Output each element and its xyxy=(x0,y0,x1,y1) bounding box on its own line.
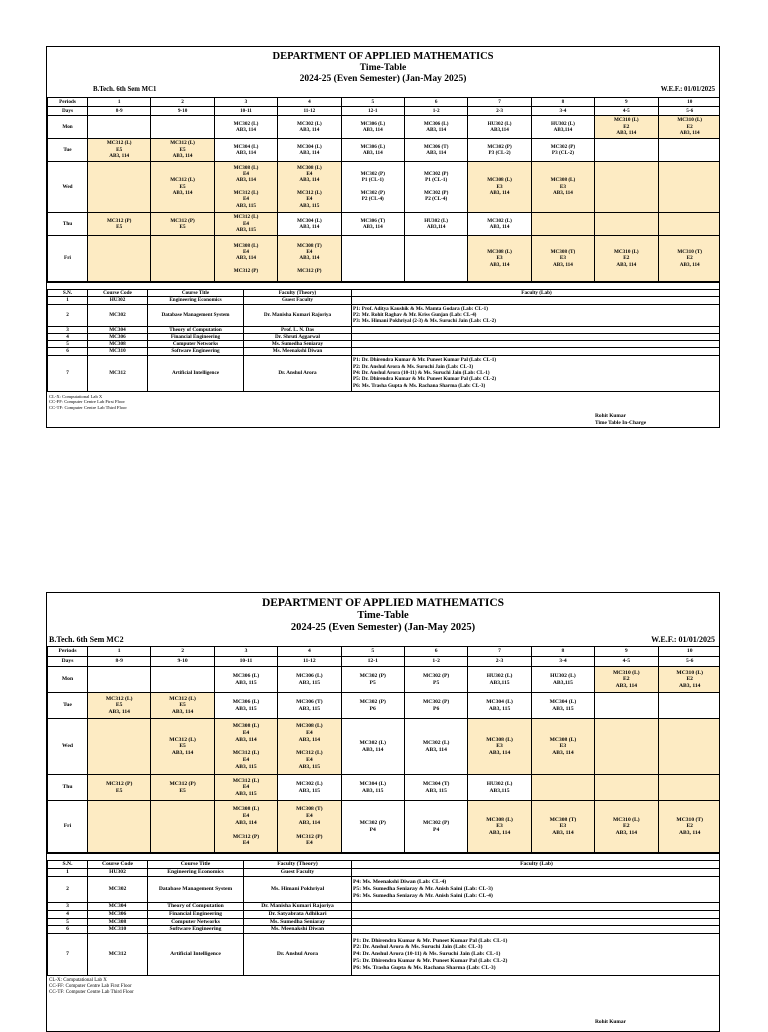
course-code: MC312 xyxy=(88,355,148,391)
period-number: 3 xyxy=(214,97,277,106)
period-number: 2 xyxy=(151,97,214,106)
period-time: 10-11 xyxy=(214,657,277,667)
schedule-cell: MC308 (L) E4 AB3, 114 MC312 (L) E4 AB3, 115 xyxy=(214,161,277,212)
schedule-cell: MC308 (T) E4 AB3, 114 MC312 (P) E4 xyxy=(278,801,341,853)
course-title: Theory of Computation xyxy=(148,902,244,910)
signatory-name: Rohit Kumar xyxy=(595,413,626,419)
timetable-mc2 xyxy=(46,592,720,1032)
faculty-theory: Dr. Manisha Kumari Rajoriya xyxy=(244,902,352,910)
schedule-cell xyxy=(595,719,658,775)
wef-date: W.E.F.: 01/01/2025 xyxy=(651,635,715,645)
course-row xyxy=(48,341,721,348)
course-code: MC308 xyxy=(88,341,148,348)
faculty-theory: Guest Faculty xyxy=(244,869,352,877)
faculty-lab xyxy=(352,348,721,355)
schedule-cell: MC312 (L) E5 AB3, 114 xyxy=(151,138,214,161)
schedule-cell xyxy=(151,115,214,138)
course-sn: 1 xyxy=(48,869,88,877)
period-number: 2 xyxy=(151,647,214,657)
period-number: 3 xyxy=(214,647,277,657)
course-code: MC310 xyxy=(88,348,148,355)
course-header: Faculty (Theory) xyxy=(244,861,352,869)
schedule-cell: MC302 (P) P6 xyxy=(404,693,467,719)
schedule-cell xyxy=(595,161,658,212)
period-time: 5-6 xyxy=(658,657,720,667)
day-label: Tue xyxy=(48,693,88,719)
timetable-title: Time-Table xyxy=(357,610,409,622)
course-header: Course Code xyxy=(88,289,148,296)
schedule-cell xyxy=(151,235,214,281)
course-sn: 1 xyxy=(48,297,88,304)
schedule-cell: MC302 (L) AB3, 114 xyxy=(468,212,531,235)
schedule-cell: HU302 (L) AB3,115 xyxy=(531,667,594,693)
period-number: 7 xyxy=(468,97,531,106)
schedule-cell: MC302 (P) P5 xyxy=(341,667,404,693)
faculty-theory: Ms. Meenakshi Diwan xyxy=(244,348,352,355)
signature-block xyxy=(595,413,646,427)
batch-row xyxy=(47,85,719,97)
course-sn: 4 xyxy=(48,333,88,340)
faculty-lab xyxy=(352,297,721,304)
faculty-lab xyxy=(352,326,721,333)
course-header: Faculty (Lab) xyxy=(352,861,721,869)
course-sn: 3 xyxy=(48,902,88,910)
course-title: Financial Engineering xyxy=(148,333,244,340)
schedule-cell: MC302 (P) P4 xyxy=(341,801,404,853)
schedule-cell: MC310 (L) E2 AB3, 114 xyxy=(658,115,720,138)
schedule-cell: MC312 (P) E5 xyxy=(88,775,151,801)
course-title: Computer Networks xyxy=(148,341,244,348)
timetable-title: Time-Table xyxy=(359,63,407,74)
faculty-theory: Dr. Manisha Kumari Rajoriya xyxy=(244,304,352,326)
schedule-cell: MC308 (T) E3 AB3, 114 xyxy=(531,801,594,853)
faculty-theory: Ms. Himani Pokhriyal xyxy=(244,876,352,902)
course-header: Course Title xyxy=(148,861,244,869)
course-row xyxy=(48,902,721,910)
schedule-cell: MC302 (L) AB3, 114 xyxy=(341,719,404,775)
period-time: 2-3 xyxy=(468,657,531,667)
schedule-cell: MC312 (P) E5 xyxy=(88,212,151,235)
faculty-theory: Guest Faculty xyxy=(244,297,352,304)
day-row xyxy=(48,161,721,212)
batch-label: B.Tech. 6th Sem MC2 xyxy=(49,635,124,645)
course-sn: 6 xyxy=(48,926,88,934)
schedule-cell: MC302 (L) AB3, 114 xyxy=(278,115,341,138)
schedule-cell xyxy=(151,667,214,693)
schedule-cell: MC312 (L) E5 AB3, 114 xyxy=(151,719,214,775)
course-row xyxy=(48,333,721,340)
header xyxy=(47,597,719,634)
course-header-row xyxy=(48,861,721,869)
course-sn: 3 xyxy=(48,326,88,333)
schedule-cell: MC310 (L) E2 AB3, 114 xyxy=(595,667,658,693)
footnote: CC-TF: Computer Centre Lab Third Floor xyxy=(49,990,134,996)
course-code: MC304 xyxy=(88,326,148,333)
schedule-cell: MC304 (L) AB3, 114 xyxy=(278,138,341,161)
footnote: CC-FF: Computer Centre Lab First Floor xyxy=(49,399,125,405)
faculty-lab xyxy=(352,902,721,910)
days-label: Days xyxy=(48,106,88,115)
period-number: 4 xyxy=(278,97,341,106)
schedule-cell: MC308 (L) E3 AB3, 114 xyxy=(468,719,531,775)
signatory-role: Time Table In-Charge xyxy=(595,420,647,426)
course-sn: 2 xyxy=(48,876,88,902)
schedule-cell: MC312 (L) E5 AB3, 114 xyxy=(88,693,151,719)
course-title: Artificial Intelligence xyxy=(148,934,244,976)
schedule-cell xyxy=(658,693,720,719)
day-label: Tue xyxy=(48,138,88,161)
schedule-cell: MC306 (L) AB3, 115 xyxy=(278,667,341,693)
footnotes xyxy=(47,978,719,996)
course-row xyxy=(48,910,721,918)
day-label: Wed xyxy=(48,161,88,212)
course-title: Database Management System xyxy=(148,876,244,902)
faculty-lab xyxy=(352,910,721,918)
schedule-cell xyxy=(595,775,658,801)
faculty-theory: Ms. Meenakshi Diwan xyxy=(244,926,352,934)
period-number: 6 xyxy=(404,97,467,106)
period-time: 1-2 xyxy=(404,106,467,115)
schedule-cell: MC312 (L) E5 AB3, 114 xyxy=(88,138,151,161)
schedule-cell: MC306 (L) AB3, 115 xyxy=(214,667,277,693)
schedule-cell: MC310 (L) E2 AB3, 114 xyxy=(595,801,658,853)
schedule-cell: MC306 (L) AB3, 115 xyxy=(214,693,277,719)
schedule-cell xyxy=(658,719,720,775)
period-number: 8 xyxy=(531,97,594,106)
schedule-cell xyxy=(531,775,594,801)
schedule-cell: HU302 (L) AB3,115 xyxy=(468,667,531,693)
schedule-cell: MC302 (L) AB3, 114 xyxy=(214,115,277,138)
schedule-cell: MC310 (L) E2 AB3, 114 xyxy=(658,667,720,693)
schedule-cell: MC304 (L) AB3, 115 xyxy=(341,775,404,801)
faculty-theory: Dr. Shruti Aggarwal xyxy=(244,333,352,340)
schedule-cell: MC306 (L) AB3, 114 xyxy=(341,138,404,161)
course-sn: 6 xyxy=(48,348,88,355)
schedule-cell xyxy=(341,235,404,281)
day-label: Fri xyxy=(48,235,88,281)
faculty-theory: Ms. Sumedha Seniaray xyxy=(244,918,352,926)
day-row xyxy=(48,235,721,281)
times-row xyxy=(48,657,721,667)
divider xyxy=(47,853,719,860)
schedule-cell xyxy=(595,212,658,235)
schedule-cell: MC310 (L) E2 AB3, 114 xyxy=(595,115,658,138)
period-time: 12-1 xyxy=(341,106,404,115)
course-header: S.N. xyxy=(48,861,88,869)
course-code: HU302 xyxy=(88,297,148,304)
schedule-cell: MC302 (P) P3 (CL-2) xyxy=(468,138,531,161)
schedule-cell: HU302 (L) AB3,114 xyxy=(468,115,531,138)
course-title: Theory of Computation xyxy=(148,326,244,333)
schedule-cell: MC306 (L) AB3, 114 xyxy=(341,115,404,138)
period-number: 1 xyxy=(88,97,151,106)
periods-label: Periods xyxy=(48,97,88,106)
course-header: Course Title xyxy=(148,289,244,296)
day-label: Wed xyxy=(48,719,88,775)
course-title: Financial Engineering xyxy=(148,910,244,918)
faculty-lab xyxy=(352,918,721,926)
period-number: 5 xyxy=(341,97,404,106)
course-code: MC312 xyxy=(88,934,148,976)
schedule-cell: MC302 (L) AB3, 115 xyxy=(278,775,341,801)
course-table xyxy=(47,860,720,976)
schedule-cell: MC310 (T) E2 AB3, 114 xyxy=(658,235,720,281)
faculty-theory: Dr. Anshul Arora xyxy=(244,934,352,976)
schedule-cell: MC310 (L) E2 AB3, 114 xyxy=(595,235,658,281)
schedule-cell: MC312 (L) E4 AB3, 115 xyxy=(214,212,277,235)
period-time: 12-1 xyxy=(341,657,404,667)
schedule-cell: HU302 (L) AB3,115 xyxy=(468,775,531,801)
department-title: DEPARTMENT OF APPLIED MATHEMATICS xyxy=(272,51,494,62)
schedule-cell: MC312 (P) E5 xyxy=(151,775,214,801)
course-sn: 7 xyxy=(48,934,88,976)
schedule-cell: MC304 (T) AB3, 115 xyxy=(404,775,467,801)
course-row xyxy=(48,934,721,976)
schedule-cell xyxy=(595,138,658,161)
day-label: Thu xyxy=(48,212,88,235)
schedule-cell: MC306 (T) AB3, 114 xyxy=(404,138,467,161)
course-row xyxy=(48,876,721,902)
schedule-cell xyxy=(88,667,151,693)
schedule-cell: MC312 (L) E5 AB3, 114 xyxy=(151,693,214,719)
period-time: 5-6 xyxy=(658,106,720,115)
schedule-cell: MC302 (P) P4 xyxy=(404,801,467,853)
period-number: 1 xyxy=(88,647,151,657)
footnotes xyxy=(47,394,719,411)
day-label: Fri xyxy=(48,801,88,853)
day-row xyxy=(48,719,721,775)
faculty-lab xyxy=(352,869,721,877)
periods-row xyxy=(48,647,721,657)
period-number: 6 xyxy=(404,647,467,657)
course-title: Computer Networks xyxy=(148,918,244,926)
course-header: Faculty (Theory) xyxy=(244,289,352,296)
period-number: 8 xyxy=(531,647,594,657)
course-title: Software Engineering xyxy=(148,348,244,355)
faculty-theory: Dr. Satyabrata Adhikari xyxy=(244,910,352,918)
department-title: DEPARTMENT OF APPLIED MATHEMATICS xyxy=(261,597,505,609)
schedule-cell xyxy=(151,801,214,853)
day-row xyxy=(48,138,721,161)
course-header: S.N. xyxy=(48,289,88,296)
course-title: Database Management System xyxy=(148,304,244,326)
schedule-cell: HU302 (L) AB3,114 xyxy=(531,115,594,138)
faculty-theory: Ms. Sumedha Seniaray xyxy=(244,341,352,348)
course-code: MC302 xyxy=(88,876,148,902)
schedule-cell: MC308 (T) E3 AB3, 114 xyxy=(531,235,594,281)
schedule-cell: MC302 (P) P1 (CL-1) MC302 (P) P2 (CL-4) xyxy=(341,161,404,212)
course-row xyxy=(48,918,721,926)
schedule-cell: MC302 (P) P6 xyxy=(341,693,404,719)
course-row xyxy=(48,348,721,355)
period-time: 3-4 xyxy=(531,106,594,115)
schedule-cell: MC312 (L) E4 AB3, 115 xyxy=(214,775,277,801)
periods-row xyxy=(48,97,721,106)
day-label: Mon xyxy=(48,115,88,138)
schedule-cell: MC308 (L) E3 AB3, 114 xyxy=(468,161,531,212)
period-number: 10 xyxy=(658,647,720,657)
schedule-cell: MC304 (L) AB3, 114 xyxy=(278,212,341,235)
batch-label: B.Tech. 6th Sem MC1 xyxy=(93,85,157,93)
footnote: CC-TF: Computer Centre Lab Third Floor xyxy=(49,405,127,411)
schedule-cell: MC308 (T) E4 AB3, 114 MC312 (P) xyxy=(278,235,341,281)
course-sn: 5 xyxy=(48,341,88,348)
schedule-cell: MC308 (L) E4 AB3, 114 MC312 (L) E4 AB3, 115 xyxy=(278,161,341,212)
schedule-cell xyxy=(531,212,594,235)
schedule-cell xyxy=(88,801,151,853)
period-time: 11-12 xyxy=(278,657,341,667)
faculty-lab xyxy=(352,341,721,348)
signature-block xyxy=(595,1019,626,1026)
period-time: 11-12 xyxy=(278,106,341,115)
course-header: Faculty (Lab) xyxy=(352,289,721,296)
schedule-cell: MC308 (L) E3 AB3, 114 xyxy=(468,235,531,281)
course-code: MC302 xyxy=(88,304,148,326)
schedule-cell: MC306 (T) AB3, 114 xyxy=(341,212,404,235)
day-row xyxy=(48,693,721,719)
faculty-lab: P1: Dr. Dhirendra Kumar & Mr. Puneet Kumar Pal (Lab: CL-1) P2: Dr. Anshul Arora & Ms. Suruchi Jain (Lab: CL-3) P4: Dr. Anshul Arora (10-11) & Ms. Suruchi Jain (Lab: CL-1) P5: Dr. Dhirendra Kumar & Mr. Puneet Kumar Pal (Lab: CL-2) P6: Ms. Trasha Gupta & Ms. Rachana Sharma (Lab: CL-3) xyxy=(352,934,721,976)
period-time: 4-5 xyxy=(595,657,658,667)
day-row xyxy=(48,667,721,693)
header xyxy=(47,51,719,85)
periods-label: Periods xyxy=(48,647,88,657)
divider xyxy=(47,282,719,289)
schedule-cell: MC302 (L) AB3, 114 xyxy=(404,719,467,775)
period-number: 5 xyxy=(341,647,404,657)
schedule-cell: MC308 (L) E4 AB3, 114 MC312 (P) xyxy=(214,235,277,281)
schedule-cell: MC312 (L) E5 AB3, 114 xyxy=(151,161,214,212)
schedule-grid xyxy=(47,646,720,853)
faculty-theory: Prof. L. N. Das xyxy=(244,326,352,333)
schedule-grid xyxy=(47,97,720,282)
period-number: 9 xyxy=(595,647,658,657)
day-row xyxy=(48,801,721,853)
schedule-cell: MC302 (P) P3 (CL-2) xyxy=(531,138,594,161)
day-label: Mon xyxy=(48,667,88,693)
schedule-cell xyxy=(88,115,151,138)
course-title: Engineering Economics xyxy=(148,869,244,877)
course-title: Software Engineering xyxy=(148,926,244,934)
period-time: 4-5 xyxy=(595,106,658,115)
schedule-cell xyxy=(88,161,151,212)
course-code: MC306 xyxy=(88,910,148,918)
signatory-name: Rohit Kumar xyxy=(595,1019,626,1025)
period-number: 7 xyxy=(468,647,531,657)
period-number: 9 xyxy=(595,97,658,106)
schedule-cell: HU302 (L) AB3,114 xyxy=(404,212,467,235)
day-label: Thu xyxy=(48,775,88,801)
period-number: 4 xyxy=(278,647,341,657)
faculty-lab: P1: Prof. Aditya Kaushik & Ms. Mamta Godara (Lab: CL-1) P2: Mr. Rohit Raghav & Mr. Kriss Gunjan (Lab: CL-4) P3: Ms. Himani Pokhriyal (2-3) & Ms. Suruchi Jain (Lab: CL-2) xyxy=(352,304,721,326)
footnote: CL-X: Computational Lab X xyxy=(49,393,103,399)
course-row xyxy=(48,304,721,326)
course-code: MC308 xyxy=(88,918,148,926)
semester-label: 2024-25 (Even Semester) (Jan-May 2025) xyxy=(290,622,476,634)
period-time: 10-11 xyxy=(214,106,277,115)
course-sn: 5 xyxy=(48,918,88,926)
schedule-cell: MC308 (L) E4 AB3, 114 MC312 (P) E4 xyxy=(214,801,277,853)
course-header: Course Code xyxy=(88,861,148,869)
course-table xyxy=(47,289,720,392)
course-title: Engineering Economics xyxy=(148,297,244,304)
schedule-cell: MC308 (L) E4 AB3, 114 MC312 (L) E4 AB3, 115 xyxy=(214,719,277,775)
schedule-cell xyxy=(595,693,658,719)
footnote: CL-X: Computational Lab X xyxy=(49,978,107,984)
schedule-cell: MC310 (T) E2 AB3, 114 xyxy=(658,801,720,853)
course-row xyxy=(48,297,721,304)
times-row xyxy=(48,106,721,115)
schedule-cell xyxy=(658,775,720,801)
schedule-cell xyxy=(658,212,720,235)
schedule-cell: MC308 (L) E3 AB3, 114 xyxy=(531,719,594,775)
period-time: 9-10 xyxy=(151,657,214,667)
course-row xyxy=(48,869,721,877)
schedule-cell: MC308 (L) E3 AB3, 114 xyxy=(531,161,594,212)
course-row xyxy=(48,926,721,934)
wef-date: W.E.F.: 01/01/2025 xyxy=(660,85,715,93)
faculty-lab: P1: Dr. Dhirendra Kumar & Mr. Puneet Kumar Pal (Lab: CL-1) P2: Dr. Anshul Arora & Ms. Suruchi Jain (Lab: CL-3) P4: Dr. Anshul Arora (10-11) & Ms. Suruchi Jain (Lab: CL-1) P5: Dr. Dhirendra Kumar & Mr. Puneet Kumar Pal (Lab: CL-2) P6: Ms. Trasha Gupta & Ms. Rachana Sharma (Lab: CL-3) xyxy=(352,355,721,391)
faculty-lab xyxy=(352,926,721,934)
schedule-cell: MC308 (L) E4 AB3, 114 MC312 (L) E4 AB3, 115 xyxy=(278,719,341,775)
schedule-cell xyxy=(88,719,151,775)
course-sn: 7 xyxy=(48,355,88,391)
course-row xyxy=(48,355,721,391)
course-row xyxy=(48,326,721,333)
schedule-cell: MC304 (L) AB3, 115 xyxy=(468,693,531,719)
course-header-row xyxy=(48,289,721,296)
schedule-cell: MC304 (L) AB3, 114 xyxy=(214,138,277,161)
timetable-mc1 xyxy=(46,46,720,428)
period-time: 1-2 xyxy=(404,657,467,667)
schedule-cell: MC302 (P) P1 (CL-1) MC302 (P) P2 (CL-4) xyxy=(404,161,467,212)
days-label: Days xyxy=(48,657,88,667)
day-row xyxy=(48,212,721,235)
schedule-cell: MC304 (L) AB3, 115 xyxy=(531,693,594,719)
period-number: 10 xyxy=(658,97,720,106)
schedule-cell xyxy=(88,235,151,281)
course-code: MC306 xyxy=(88,333,148,340)
faculty-theory: Dr. Anshul Arora xyxy=(244,355,352,391)
batch-row xyxy=(47,634,719,646)
schedule-cell xyxy=(404,235,467,281)
footnote: CC-FF: Computer Centre Lab First Floor xyxy=(49,984,132,990)
schedule-cell xyxy=(658,138,720,161)
faculty-lab: P4: Ms. Meenakshi Diwan (Lab: CL-4) P5: Ms. Sumedha Seniaray & Mr. Anish Saini (Lab: CL-3) P6: Ms. Sumedha Seniaray & Mr. Anish Saini (Lab: CL-4) xyxy=(352,876,721,902)
period-time: 8-9 xyxy=(88,106,151,115)
schedule-cell: MC306 (T) AB3, 115 xyxy=(278,693,341,719)
course-sn: 2 xyxy=(48,304,88,326)
schedule-cell: MC308 (L) E3 AB3, 114 xyxy=(468,801,531,853)
course-title: Artificial Intelligence xyxy=(148,355,244,391)
period-time: 2-3 xyxy=(468,106,531,115)
schedule-cell xyxy=(658,161,720,212)
schedule-cell: MC312 (P) E5 xyxy=(151,212,214,235)
schedule-cell: MC306 (L) AB3, 114 xyxy=(404,115,467,138)
day-row xyxy=(48,115,721,138)
schedule-cell: MC302 (P) P5 xyxy=(404,667,467,693)
period-time: 8-9 xyxy=(88,657,151,667)
course-sn: 4 xyxy=(48,910,88,918)
day-row xyxy=(48,775,721,801)
faculty-lab xyxy=(352,333,721,340)
course-code: MC304 xyxy=(88,902,148,910)
period-time: 3-4 xyxy=(531,657,594,667)
course-code: MC310 xyxy=(88,926,148,934)
course-code: HU302 xyxy=(88,869,148,877)
period-time: 9-10 xyxy=(151,106,214,115)
semester-label: 2024-25 (Even Semester) (Jan-May 2025) xyxy=(299,73,467,84)
